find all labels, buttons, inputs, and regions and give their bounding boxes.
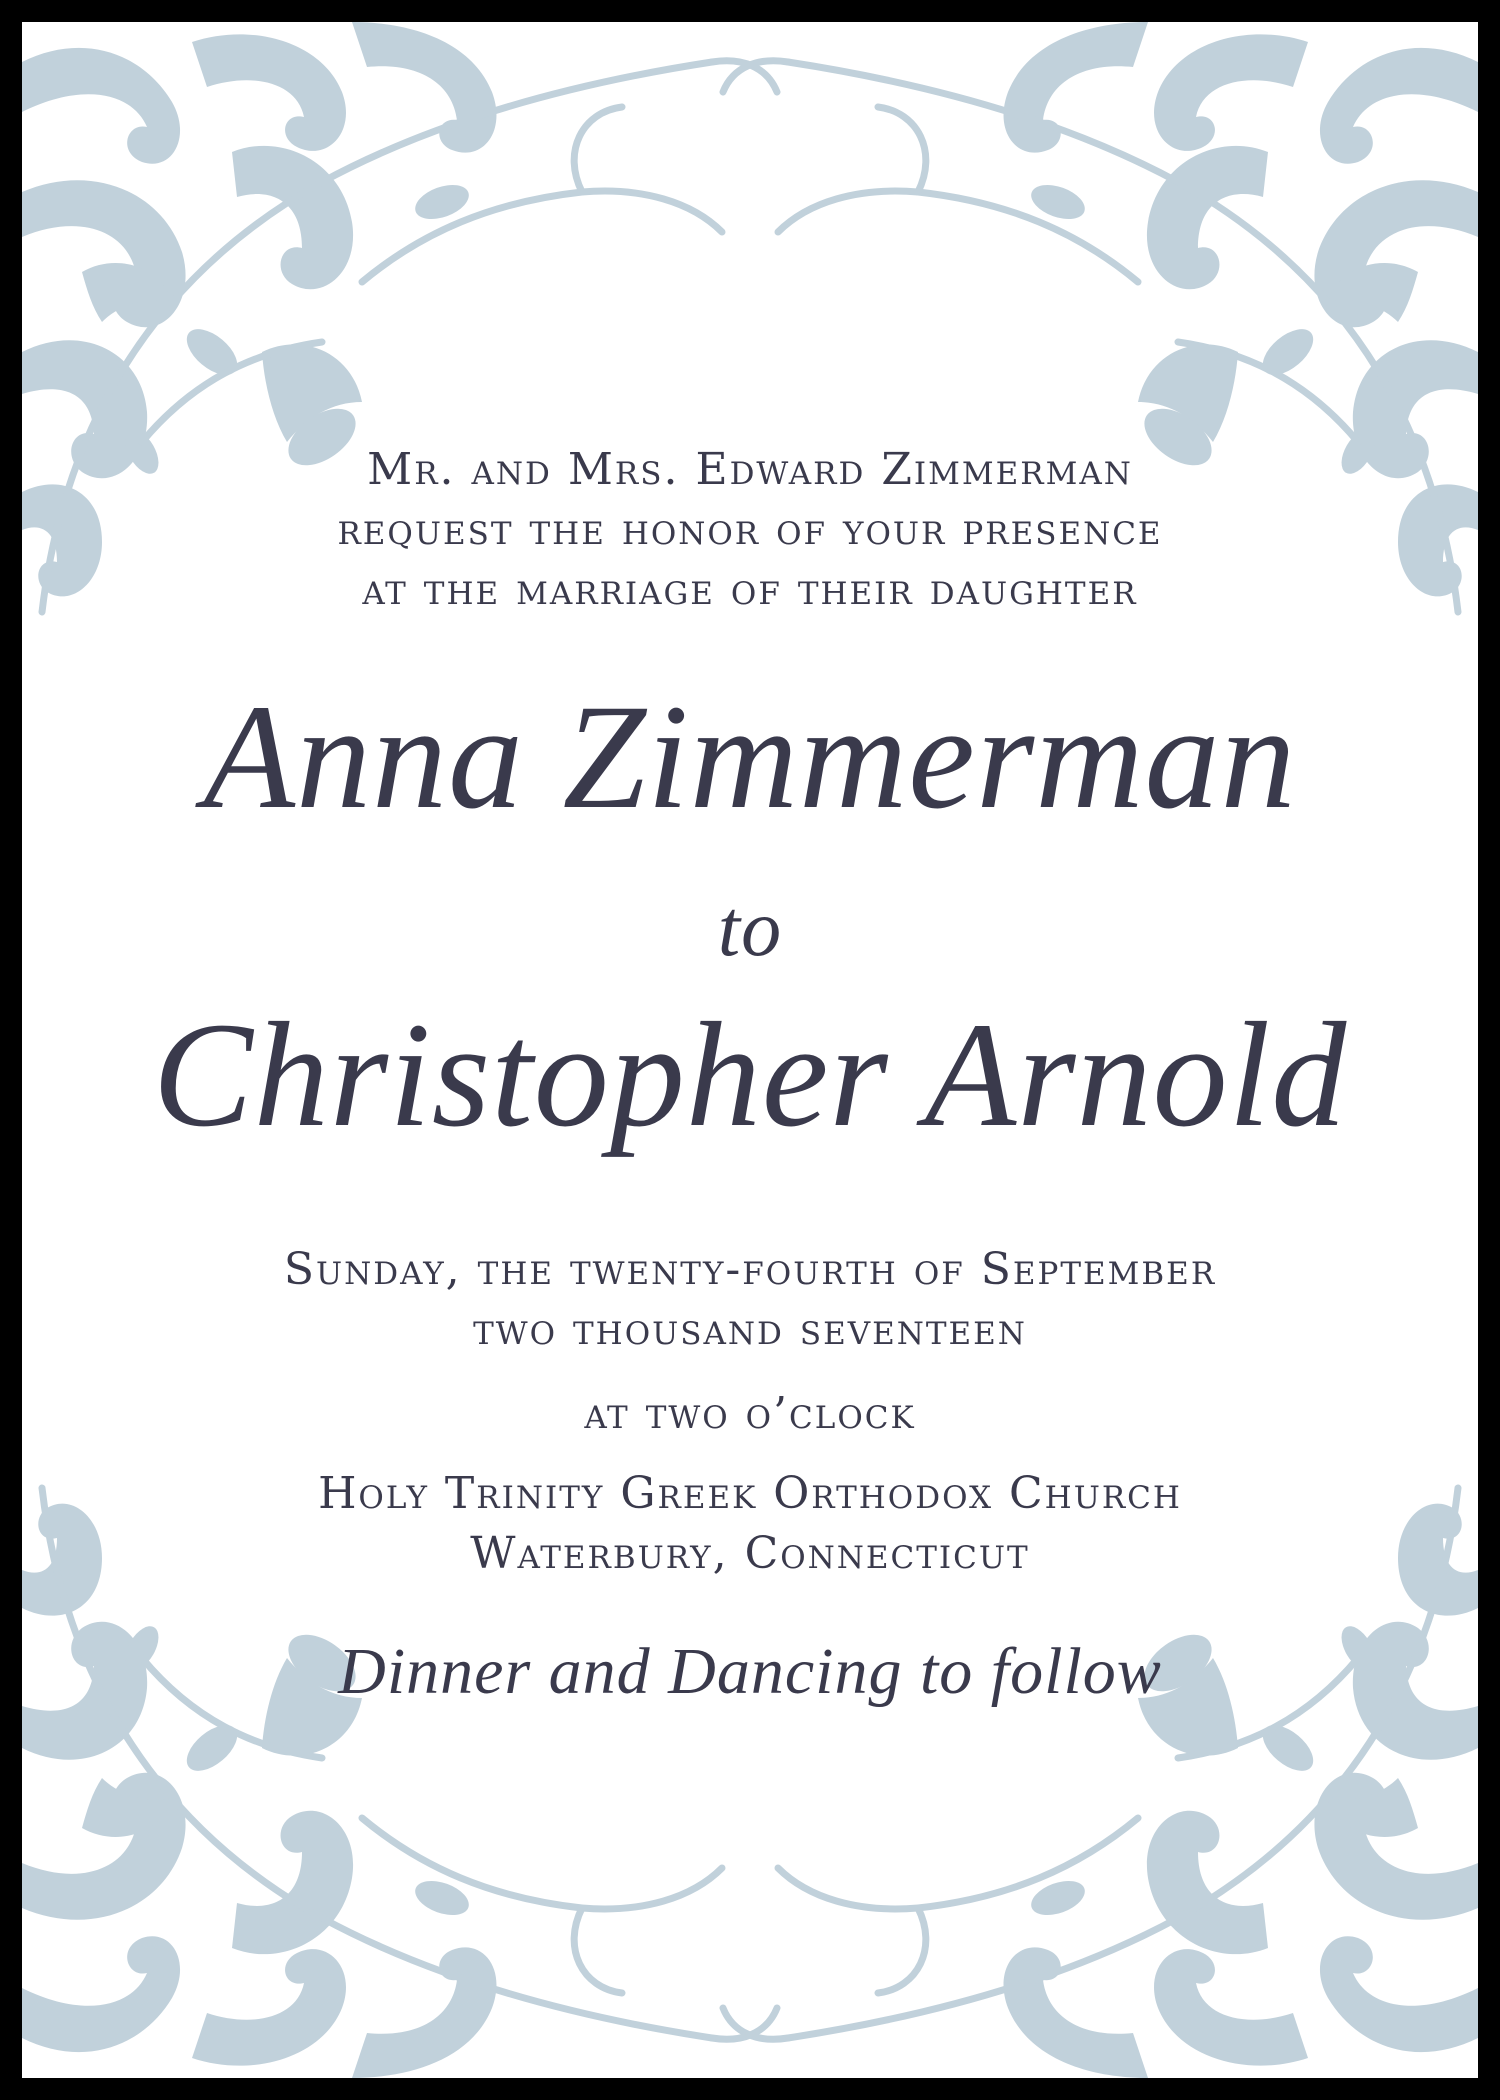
bride-name: Anna Zimmerman [203, 674, 1297, 840]
date-line-2: two thousand seventeen [473, 1304, 1027, 1355]
host-line-3: at the marriage of their daughter [362, 564, 1138, 615]
invitation-card [22, 22, 1478, 2078]
venue-city: Waterbury, Connecticut [470, 1528, 1030, 1579]
date-line-1: Sunday, the twenty-fourth of September [283, 1244, 1217, 1295]
venue-name: Holy Trinity Greek Orthodox Church [318, 1468, 1182, 1519]
reception-note: Dinner and Dancing to follow [338, 1635, 1162, 1708]
ceremony-time: at two o’clock [584, 1388, 916, 1439]
host-line-2: request the honor of your presence [337, 504, 1163, 555]
connector-to: to [717, 885, 783, 973]
groom-name: Christopher Arnold [152, 992, 1348, 1158]
host-line-1: Mr. and Mrs. Edward Zimmerman [367, 444, 1133, 495]
